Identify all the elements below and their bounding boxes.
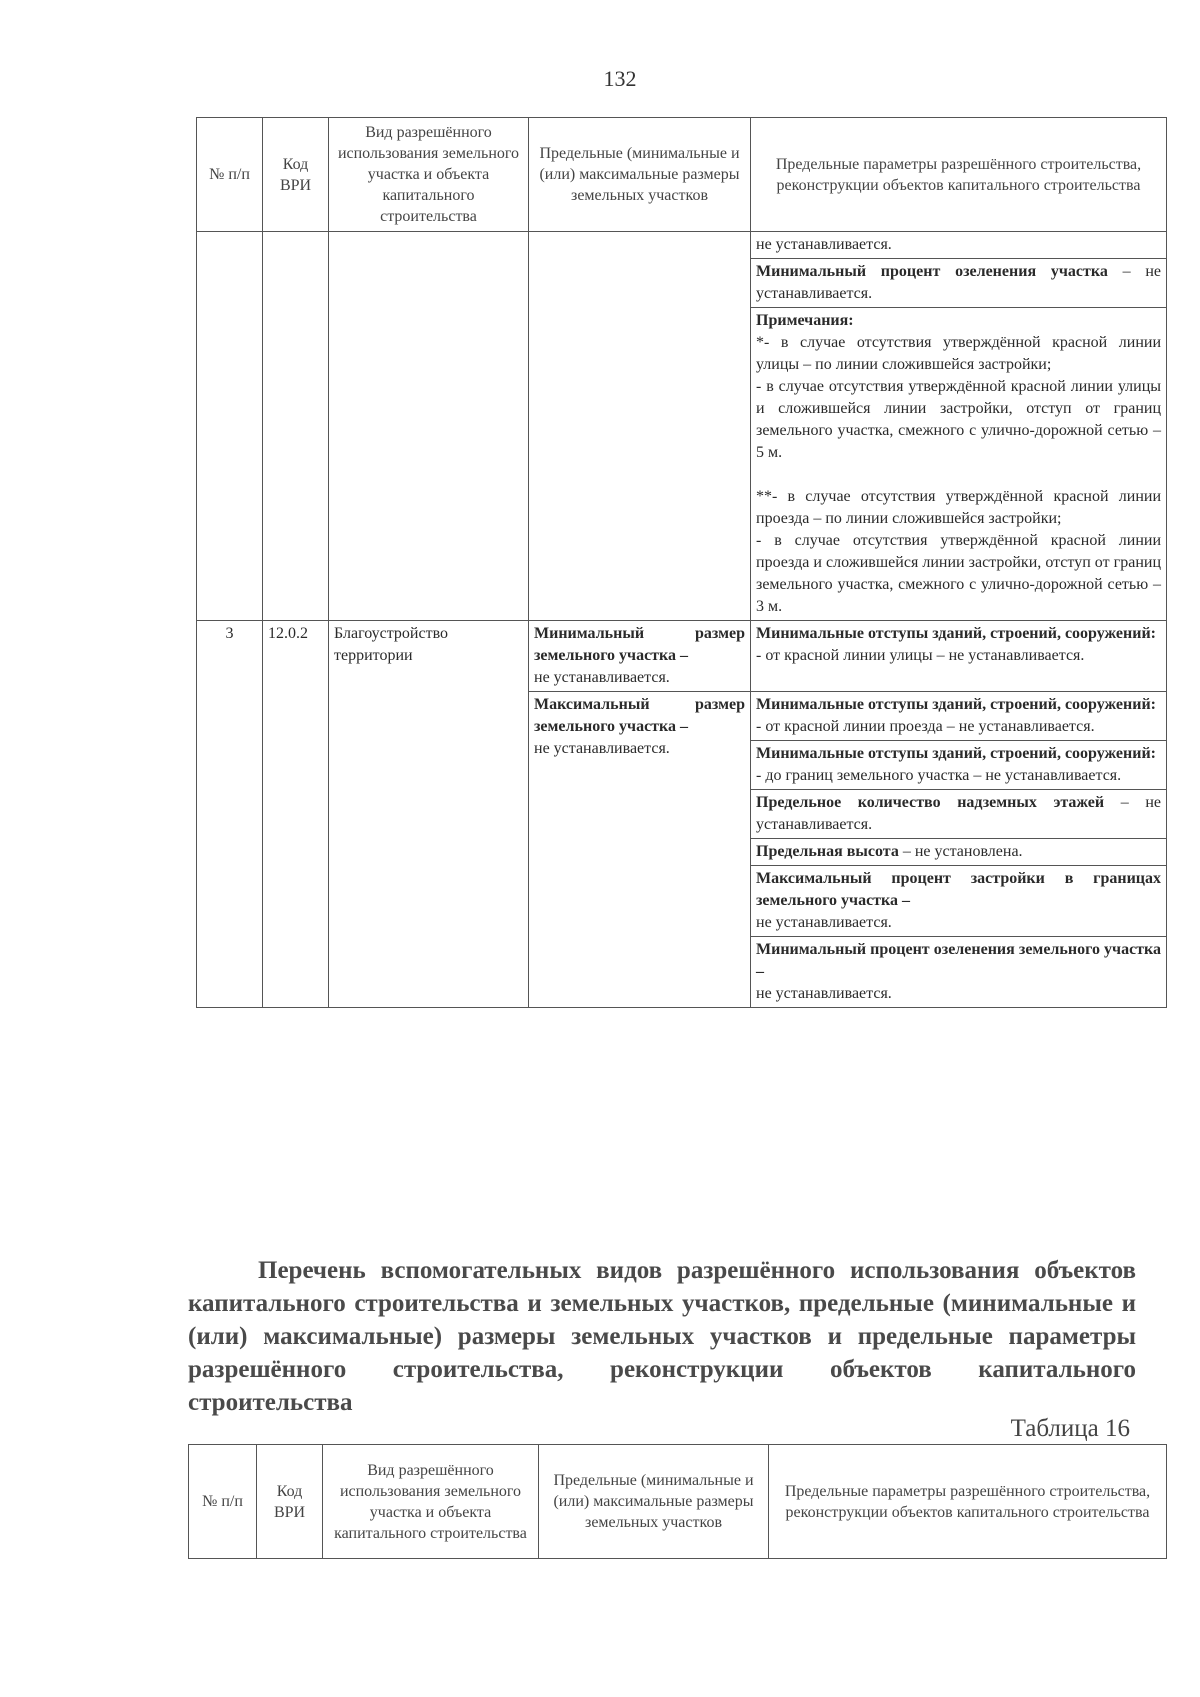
row3-code: 12.0.2 [263, 621, 329, 1008]
page-number: 132 [603, 66, 637, 91]
section-heading: Перечень вспомогательных видов разрешённого использования объектов капитального строительства и земельных участков, предельные (минимальные и (или) максимальные) размеры земельных участков и предельные параметры разрешённого строительства, реконструкции объектов капитального строительства [188, 1257, 1136, 1416]
table-label: Таблица 16 [1010, 1415, 1130, 1442]
header-params: Предельные параметры разрешённого строительства, реконструкции объектов капитального строительства [751, 118, 1167, 232]
cont-param-1 [751, 232, 1167, 259]
header-plot: Предельные (минимальные и (или) максимальные размеры земельных участков [529, 118, 751, 232]
cont-code-cell [263, 232, 329, 621]
cont-type-cell [329, 232, 529, 621]
cont-notes [751, 308, 1167, 621]
row3-param-7-rest: не устанавливается. [756, 985, 892, 1002]
note-1: *- в случае отсутствия утверждённой красной линии улицы – по линии сложившейся застройки; [756, 334, 1161, 373]
cont-param-2-bold: Минимальный процент озеленения участка [756, 263, 1108, 280]
row3-param-3 [751, 741, 1167, 790]
row3-param-1-rest: - от красной линии улицы – не устанавливается. [756, 647, 1085, 664]
cont-plot-cell [529, 232, 751, 621]
row3-param-1 [751, 621, 1167, 692]
header2-params: Предельные параметры разрешённого строительства, реконструкции объектов капитального строительства [769, 1445, 1167, 1559]
header-code: Код ВРИ [263, 118, 329, 232]
row3-param-7-bold: Минимальный процент озеленения земельного участка – [756, 941, 1161, 980]
note-3: **- в случае отсутствия утверждённой красной линии проезда – по линии сложившейся застройки; [756, 488, 1161, 527]
auxiliary-use-table [188, 1444, 1167, 1559]
row3-param-4-rest: – не устанавливается. [756, 794, 1161, 833]
row3-param-2 [751, 692, 1167, 741]
cont-num-cell [197, 232, 263, 621]
table2-header-row [189, 1445, 1167, 1559]
header-type: Вид разрешённого использования земельного участка и объекта капитального строительства [329, 118, 529, 232]
header2-plot: Предельные (минимальные и (или) максимальные размеры земельных участков [539, 1445, 769, 1559]
header2-code: Код ВРИ [257, 1445, 323, 1559]
row3-plot-min-rest: не устанавливается. [534, 669, 670, 686]
cont-param-1-text: не устанавливается. [756, 236, 892, 253]
row3-plot-min-bold: Минимальный размер земельного участка – [534, 625, 745, 664]
row3-type: Благоустройство территории [329, 621, 529, 1008]
row3-param-2-bold: Минимальные отступы зданий, строений, сооружений: [756, 696, 1156, 713]
header2-num: № п/п [189, 1445, 257, 1559]
header-num: № п/п [197, 118, 263, 232]
row3-param-4-bold: Предельное количество надземных этажей [756, 794, 1105, 811]
row3-param-5-rest: – не установлена. [898, 843, 1023, 860]
row3-param-4 [751, 790, 1167, 839]
row3-num: 3 [197, 621, 263, 1008]
notes-title: Примечания: [756, 312, 854, 329]
row3-param-2-rest: - от красной линии проезда – не устанавливается. [756, 718, 1095, 735]
note-2: - в случае отсутствия утверждённой красной линии улицы и сложившейся линии застройки, отступ от границ земельного участка, смежного с улично-дорожной сетью – 5 м. [756, 378, 1161, 461]
cont-param-2-rest: – не устанавливается. [756, 263, 1161, 302]
row3-param-3-rest: - до границ земельного участка – не устанавливается. [756, 767, 1122, 784]
row3-param-6 [751, 866, 1167, 937]
table-row [197, 621, 1167, 692]
header2-type: Вид разрешённого использования земельного участка и объекта капитального строительства [323, 1445, 539, 1559]
note-4: - в случае отсутствия утверждённой красной линии проезда и сложившейся линии застройки, отступ от границ земельного участка, смежного с улично-дорожной сетью – 3 м. [756, 532, 1161, 615]
row3-param-3-bold: Минимальные отступы зданий, строений, сооружений: [756, 745, 1156, 762]
table-header-row [197, 118, 1167, 232]
row3-param-5 [751, 839, 1167, 866]
row3-param-6-bold: Максимальный процент застройки в границах земельного участка – [756, 870, 1161, 909]
cont-param-2 [751, 259, 1167, 308]
row3-plot-max-rest: не устанавливается. [534, 740, 670, 757]
table-row [197, 232, 1167, 259]
row3-param-6-rest: не устанавливается. [756, 914, 892, 931]
row3-param-1-bold: Минимальные отступы зданий, строений, сооружений: [756, 625, 1156, 642]
row3-param-7 [751, 937, 1167, 1008]
row3-param-5-bold: Предельная высота [756, 843, 899, 860]
permitted-use-table-continued [196, 117, 1167, 1008]
row3-plot-max [529, 692, 751, 1008]
row3-plot-min [529, 621, 751, 692]
row3-plot-max-bold: Максимальный размер земельного участка – [534, 696, 745, 735]
